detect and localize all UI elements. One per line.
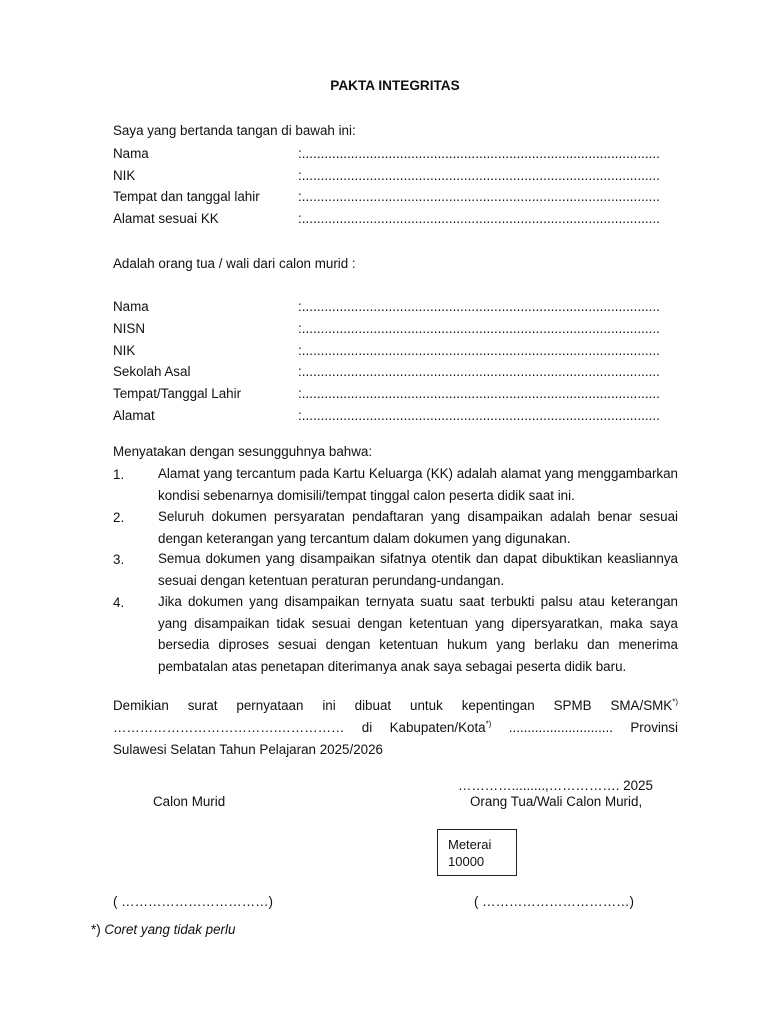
parent-signature-line: ( ……………………………)	[474, 894, 634, 909]
closing-paragraph	[113, 695, 678, 761]
statement-number: 4.	[113, 595, 125, 610]
meterai-label: Meterai	[448, 837, 492, 852]
student-name-label: Nama	[113, 299, 149, 314]
statement-number: 1.	[113, 467, 125, 482]
student-nik-label: NIK	[113, 343, 136, 358]
student-nisn-field: :...............................................................................................	[298, 321, 660, 336]
footnote-mark: *)	[91, 922, 101, 937]
date-line: ………….........,……………. 2025	[458, 778, 653, 793]
parent-name-field: :...............................................................................................	[298, 146, 660, 161]
intro-text: Saya yang bertanda tangan di bawah ini:	[113, 123, 356, 138]
parent-signature-label: Orang Tua/Wali Calon Murid,	[470, 794, 643, 809]
student-nik-field: :...............................................................................................	[298, 343, 660, 358]
parent-nik-label: NIK	[113, 168, 136, 183]
statement-number: 2.	[113, 510, 125, 525]
student-school-field: :...............................................................................................	[298, 364, 660, 379]
statement-text: Seluruh dokumen persyaratan pendaftaran yang disampaikan adalah benar sesuai dengan keterangan yang tercantum dalam dokumen yang digunakan.	[158, 509, 678, 546]
parent-address-label: Alamat sesuai KK	[113, 211, 219, 226]
statement-intro-text: Menyatakan dengan sesungguhnya bahwa:	[113, 444, 373, 459]
closing-line-1: Demikian surat pernyataan ini dibuat untuk kepentingan SPMB SMA/SMK*)	[113, 697, 678, 713]
parent-address-field: :...............................................................................................	[298, 211, 660, 226]
statement-text: Alamat yang tercantum pada Kartu Keluarga (KK) adalah alamat yang menggambarkan kondisi sebenarnya domisili/tempat tinggal calon peserta didik saat ini.	[158, 466, 678, 503]
document-title: PAKTA INTEGRITAS	[330, 78, 460, 93]
parent-birth-field: :...............................................................................................	[298, 189, 660, 204]
closing-line-3: Sulawesi Selatan Tahun Pelajaran 2025/2026	[113, 742, 384, 757]
parent-birth-label: Tempat dan tanggal lahir	[113, 189, 260, 204]
student-name-field: :...............................................................................................	[298, 299, 660, 314]
student-signature-label: Calon Murid	[153, 794, 226, 809]
student-birth-label: Tempat/Tanggal Lahir	[113, 386, 242, 401]
meterai-stamp-box	[437, 829, 517, 876]
closing-line-2: ……………………………….…………… di Kabupaten/Kota*) ............................ Provinsi	[113, 719, 678, 735]
student-intro-text: Adalah orang tua / wali dari calon murid :	[113, 256, 356, 271]
parent-name-label: Nama	[113, 146, 149, 161]
parent-nik-field: :...............................................................................................	[298, 168, 660, 183]
student-signature-line: ( ……………………………)	[113, 894, 273, 909]
statement-number: 3.	[113, 552, 125, 567]
student-address-label: Alamat	[113, 408, 155, 423]
student-address-field: :...............................................................................................	[298, 408, 660, 423]
student-school-label: Sekolah Asal	[113, 364, 191, 379]
statement-text: Semua dokumen yang disampaikan sifatnya otentik dan dapat dibuktikan keasliannya sesuai dengan ketentuan peraturan perundang-undangan.	[158, 551, 678, 588]
statement-text: Jika dokumen yang disampaikan ternyata suatu saat terbukti palsu atau keterangan yang disampaikan tidak sesuai dengan ketentuan yang dipersyaratkan, maka saya bersedia diproses sesuai dengan ketentuan hukum yang berlaku dan menerima pembatalan atas penetapan diterimanya anak saya sebagai peserta didik baru.	[158, 594, 678, 674]
meterai-value: 10000	[448, 854, 485, 869]
student-nisn-label: NISN	[113, 321, 145, 336]
footnote-text: Coret yang tidak perlu	[104, 922, 236, 937]
footnote	[91, 922, 235, 937]
student-birth-field: :...............................................................................................	[298, 386, 660, 401]
